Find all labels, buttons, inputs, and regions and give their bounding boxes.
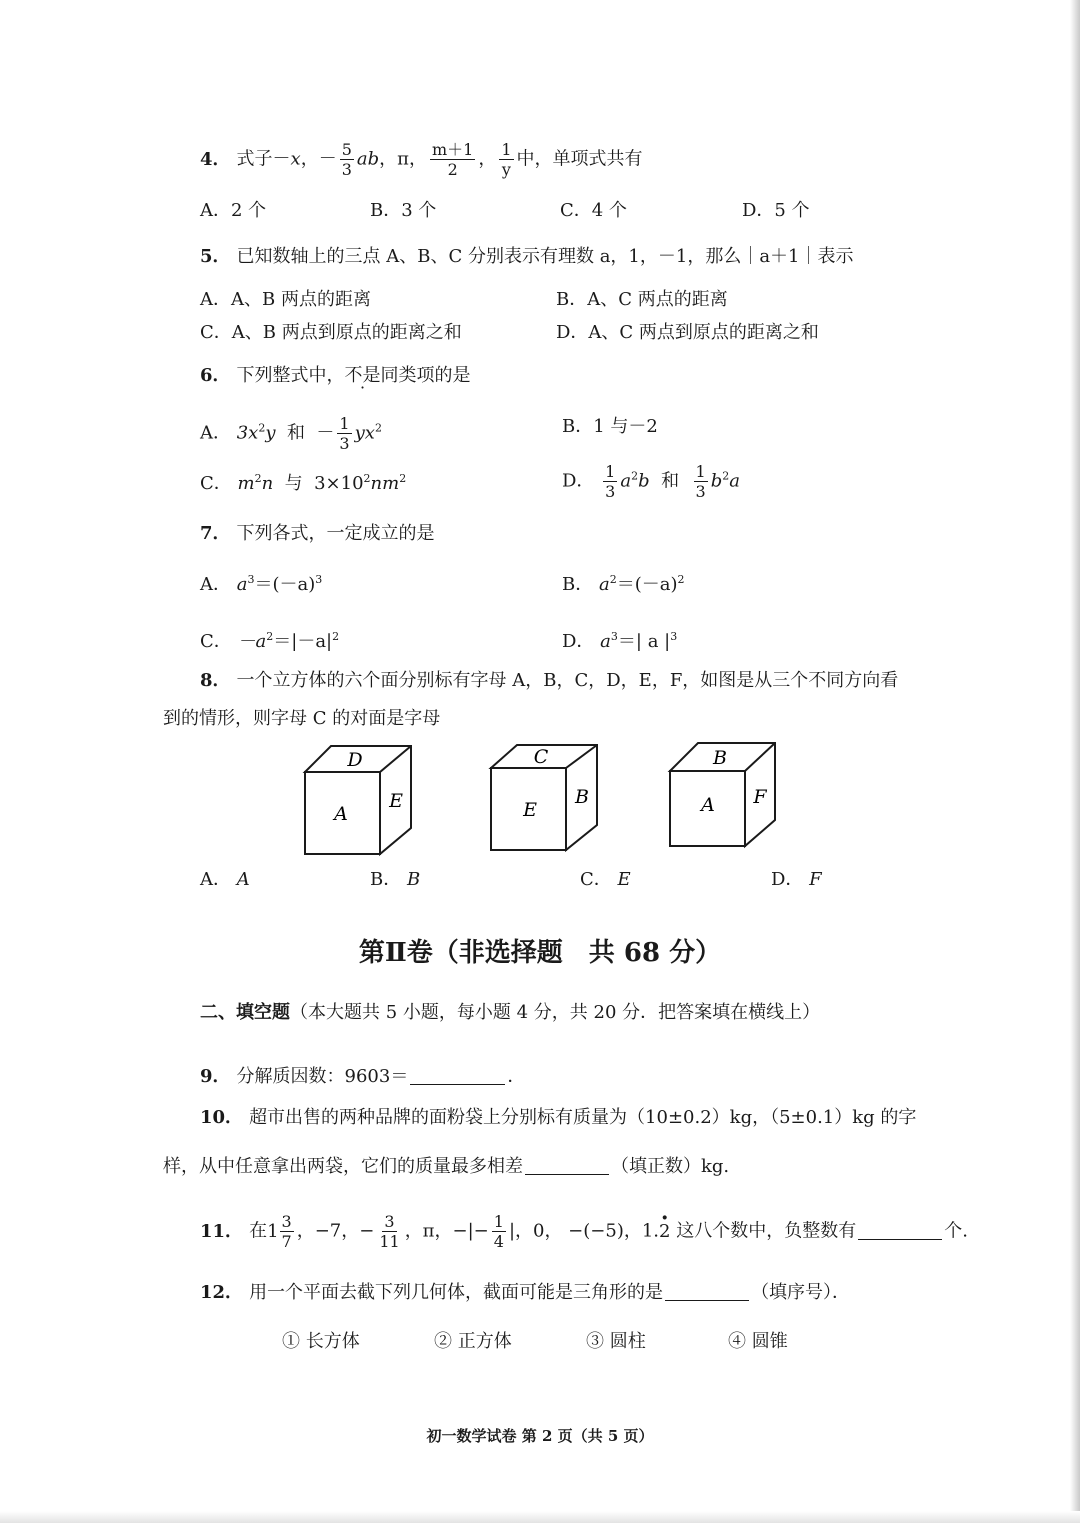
q8-option-d: D． F bbox=[771, 869, 822, 890]
answer-blank[interactable] bbox=[858, 1221, 942, 1240]
page-edge-shadow-bottom bbox=[0, 1511, 1080, 1523]
question-5: 5． 已知数轴上的三点 A、B、C 分别表示有理数 a，1，－1，那么｜a＋1｜表示 bbox=[200, 246, 854, 267]
q5-option-c: C．A、B 两点到原点的距离之和 bbox=[200, 322, 462, 343]
q12-item-4: ④ 圆锥 bbox=[728, 1331, 788, 1352]
q5-option-d: D．A、C 两点到原点的距离之和 bbox=[556, 322, 819, 343]
q8-option-b: B． B bbox=[370, 869, 421, 890]
question-7: 7． 下列各式，一定成立的是 bbox=[200, 523, 435, 544]
page-footer: 初一数学试卷 第 2 页（共 5 页） bbox=[426, 1427, 654, 1445]
cube-3-side-label: F bbox=[753, 786, 767, 808]
cube-1-front-label: A bbox=[334, 803, 348, 825]
fraction: $\frac{1}{3}$ bbox=[695, 462, 706, 501]
q5-option-b: B．A、C 两点的距离 bbox=[556, 289, 728, 310]
question-8-line2: 到的情形，则字母 C 的对面是字母 bbox=[163, 708, 441, 729]
emphasis-dots: 不是 bbox=[344, 365, 381, 386]
cube-figure-3 bbox=[665, 738, 785, 858]
cube-1-top-label: D bbox=[347, 749, 363, 771]
question-4: 4． 式子－x，－ $\frac{5}{3}$ ab，π， $\frac{m+1}{2}$ ， $\frac{1}{y}$ 中，单项式共有 bbox=[200, 140, 643, 179]
q4-option-a: A．2 个 bbox=[200, 200, 267, 221]
q4-option-d: D．5 个 bbox=[742, 200, 810, 221]
q6-option-c: C． $m^2n$ 与 $3\times 10^2nm^2$ bbox=[200, 472, 407, 494]
q7-option-b: B． $a^2=(-a)^2$ bbox=[562, 573, 685, 595]
part-heading: 二、填空题（本大题共 5 小题，每小题 4 分，共 20 分．把答案填在横线上） bbox=[200, 1002, 821, 1023]
q8-option-c: C． E bbox=[580, 869, 631, 890]
cube-3-top-label: B bbox=[713, 747, 727, 769]
q4-option-b: B．3 个 bbox=[370, 200, 437, 221]
q5-option-a: A．A、B 两点的距离 bbox=[200, 289, 371, 310]
answer-blank[interactable] bbox=[410, 1066, 505, 1085]
fraction: $\frac{5}{3}$ bbox=[341, 140, 352, 179]
question-9: 9． 分解质因数：9603＝ ． bbox=[200, 1066, 526, 1087]
cube-2-front-label: E bbox=[523, 799, 537, 821]
q6-option-a: A． $3x^2y$ 和 － $\frac{1}{3}$ $yx^2$ bbox=[200, 414, 382, 453]
cube-figure-2 bbox=[486, 740, 606, 860]
q12-item-1: ① 长方体 bbox=[282, 1331, 360, 1352]
fraction: $\frac{3}{11}$ bbox=[379, 1212, 400, 1251]
q12-item-2: ② 正方体 bbox=[434, 1331, 512, 1352]
cube-3-front-label: A bbox=[701, 794, 715, 816]
mixed-number: 1 $\frac{3}{7}$ bbox=[267, 1212, 292, 1251]
q6-option-d: D． $\frac{1}{3}$ $a^2b$ 和 $\frac{1}{3}$ $b^2a$ bbox=[562, 462, 740, 501]
q7-option-a: A． $a^3=(-a)^3$ bbox=[200, 573, 323, 595]
section-title: 第Ⅱ卷（非选择题 共 68 分） bbox=[358, 938, 722, 968]
fraction: $\frac{1}{4}$ bbox=[493, 1212, 504, 1251]
fraction: $\frac{m+1}{2}$ bbox=[431, 140, 474, 179]
answer-blank[interactable] bbox=[525, 1156, 609, 1175]
question-10-line2: 样，从中任意拿出两袋，它们的质量最多相差 （填正数）kg. bbox=[163, 1156, 730, 1177]
answer-blank[interactable] bbox=[665, 1282, 749, 1301]
cube-1-side-label: E bbox=[389, 790, 403, 812]
q6-option-b: B．1 与－2 bbox=[562, 416, 658, 437]
page-edge-shadow bbox=[1070, 0, 1080, 1523]
cube-2-top-label: C bbox=[533, 746, 549, 768]
question-11: 11． 在 1 $\frac{3}{7}$ ，−7，− $\frac{3}{11}$ ，π，−|− $\frac{1}{4}$ |，0， −(−5)，1.· 2 这八个数中，负整数有 个. bbox=[200, 1212, 968, 1251]
q12-item-3: ③ 圆柱 bbox=[586, 1331, 646, 1352]
cube-figure-1 bbox=[300, 740, 420, 860]
question-10: 10． 超市出售的两种品牌的面粉袋上分别标有质量为（10±0.2）kg，（5±0.1）kg 的字 bbox=[200, 1107, 917, 1128]
question-8: 8． 一个立方体的六个面分别标有字母 A，B，C，D，E，F，如图是从三个不同方向看 bbox=[200, 670, 899, 691]
fraction: $\frac{1}{y}$ bbox=[501, 140, 512, 179]
question-6: 6． 下列整式中，不是同类项的是 bbox=[200, 365, 471, 386]
fraction: $\frac{1}{3}$ bbox=[605, 462, 616, 501]
repeating-digit: · 2 bbox=[659, 1220, 670, 1244]
question-12: 12． 用一个平面去截下列几何体，截面可能是三角形的是 （填序号）． bbox=[200, 1282, 851, 1303]
q7-option-c: C． $-a^2=|-a|^2$ bbox=[200, 630, 340, 652]
fraction: $\frac{1}{3}$ bbox=[339, 414, 350, 453]
q8-option-a: A． A bbox=[200, 869, 250, 890]
q7-option-d: D． $a^3=|$ a $|^3$ bbox=[562, 630, 678, 652]
q4-option-c: C．4 个 bbox=[560, 200, 627, 221]
cube-2-side-label: B bbox=[575, 786, 589, 808]
